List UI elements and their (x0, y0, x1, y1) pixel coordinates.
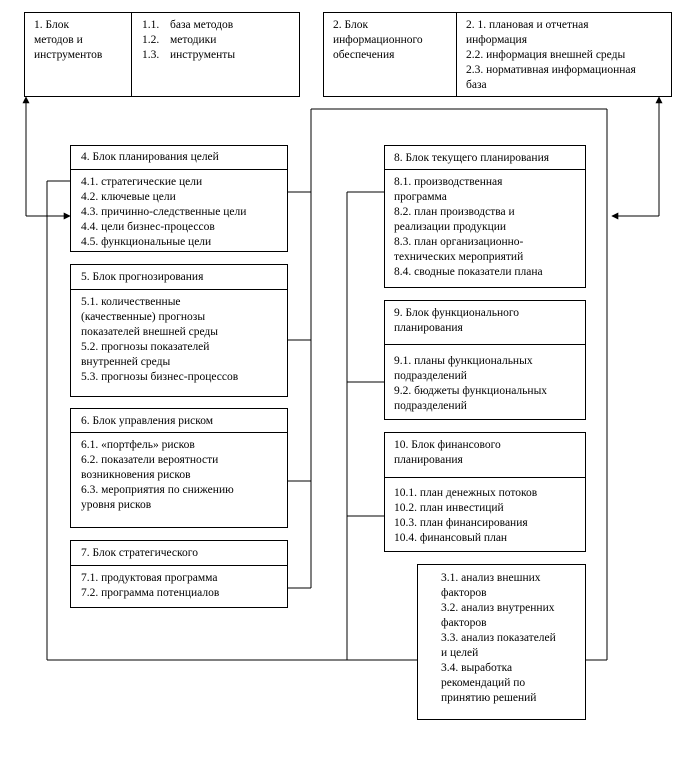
list-item: факторов (441, 587, 487, 599)
list-item: (качественные) прогнозы (81, 311, 206, 323)
block-2-title-line: 2. Блок (333, 19, 369, 31)
list-item: 2.2. информация внешней среды (466, 49, 626, 61)
block-9-title-line: 9. Блок функционального (394, 307, 520, 319)
block-2-title-line: информационного (333, 34, 423, 46)
list-item: 2. 1. плановая и отчетная (466, 19, 589, 31)
item-number: 1.2. (142, 34, 160, 46)
list-item: 9.1. планы функциональных (394, 355, 533, 367)
list-item: факторов (441, 617, 487, 629)
list-item: 10.3. план финансирования (394, 517, 528, 529)
block-1-title-line: методов и (34, 34, 83, 46)
list-item: 8.4. сводные показатели плана (394, 266, 543, 278)
list-item: 6.2. показатели вероятности (81, 454, 219, 466)
list-item: 2.3. нормативная информационная (466, 64, 636, 76)
block-6-title: 6. Блок управления риском (81, 415, 214, 427)
block-10-title-line: планирования (394, 454, 463, 466)
block-1-methods (24, 12, 300, 97)
list-item: 7.1. продуктовая программа (81, 572, 218, 584)
block-10-title-line: 10. Блок финансового (394, 439, 501, 451)
list-item: 5.3. прогнозы бизнес-процессов (81, 371, 239, 383)
list-item: внутренней среды (81, 356, 171, 368)
block-10-financial-planning (384, 432, 586, 552)
block-7-strategic (70, 540, 288, 608)
list-item: 4.2. ключевые цели (81, 191, 176, 203)
list-item: 3.2. анализ внутренних (441, 602, 555, 614)
list-item: уровня рисков (81, 499, 152, 511)
block-1-title-line: 1. Блок (34, 19, 70, 31)
list-item: 4.5. функциональные цели (81, 236, 212, 248)
list-item: 8.1. производственная (394, 176, 503, 188)
list-item: база (466, 79, 487, 91)
block-8-title: 8. Блок текущего планирования (394, 152, 550, 164)
item-number: 1.3. (142, 49, 160, 61)
list-item: и целей (441, 647, 479, 659)
list-item: 4.1. стратегические цели (81, 176, 203, 188)
list-item: 5.1. количественные (81, 296, 181, 308)
list-item: подразделений (394, 370, 467, 382)
block-5-title: 5. Блок прогнозирования (81, 271, 204, 283)
list-item: технических мероприятий (394, 251, 524, 263)
list-item: 4.4. цели бизнес-процессов (81, 221, 215, 233)
list-item: 3.4. выработка (441, 662, 513, 674)
list-item: подразделений (394, 400, 467, 412)
block-9-title-line: планирования (394, 322, 463, 334)
list-item: 10.1. план денежных потоков (394, 487, 538, 499)
list-item: показателей внешней среды (81, 326, 218, 338)
block-4-title: 4. Блок планирования целей (81, 151, 219, 163)
list-item: 10.2. план инвестиций (394, 502, 504, 514)
list-item: 9.2. бюджеты функциональных (394, 385, 548, 397)
block-4-goal-planning (70, 145, 288, 252)
list-item: программа (394, 191, 447, 203)
item-number: 1.1. (142, 19, 160, 31)
list-item: 5.2. прогнозы показателей (81, 341, 210, 353)
list-item: 8.3. план организационно- (394, 236, 524, 248)
list-item: рекомендаций по (441, 677, 526, 689)
list-item: 4.3. причинно-следственные цели (81, 206, 247, 218)
block-1-title-line: инструментов (34, 49, 103, 61)
list-item: 7.2. программа потенциалов (81, 587, 220, 599)
block-3-analysis (417, 564, 586, 720)
list-item: реализации продукции (394, 221, 507, 233)
list-item: 10.4. финансовый план (394, 532, 508, 544)
block-6-risk-management (70, 408, 288, 528)
list-item: 8.2. план производства и (394, 206, 515, 218)
item-text: методики (170, 34, 217, 46)
item-text: база методов (170, 19, 234, 31)
block-8-current-planning (384, 145, 586, 288)
block-7-title: 7. Блок стратегического (81, 547, 198, 559)
list-item: информация (466, 34, 527, 46)
block-2-information (323, 12, 672, 97)
list-item: 6.1. «портфель» рисков (81, 439, 195, 451)
list-item: 6.3. мероприятия по снижению (81, 484, 234, 496)
list-item: 3.3. анализ показателей (441, 632, 556, 644)
item-text: инструменты (170, 49, 236, 61)
block-5-forecasting (70, 264, 288, 397)
list-item: 3.1. анализ внешних (441, 572, 541, 584)
block-2-title-line: обеспечения (333, 49, 395, 61)
list-item: возникновения рисков (81, 469, 191, 481)
list-item: принятию решений (441, 692, 537, 704)
block-9-functional-planning (384, 300, 586, 420)
